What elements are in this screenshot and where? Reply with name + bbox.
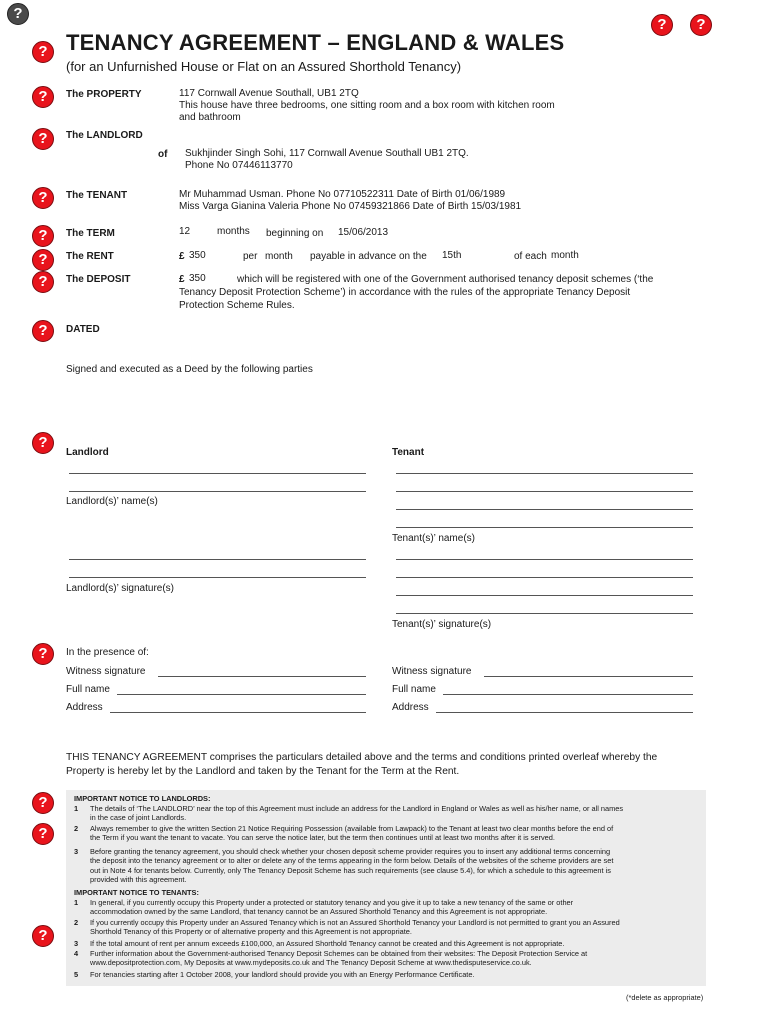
property-description-cont[interactable]: and bathroom <box>179 112 241 123</box>
rent-per-text: per <box>243 251 258 262</box>
landlord-notice-1-line: in the case of joint Landlords. <box>90 813 187 823</box>
agreement-text-line1: THIS TENANCY AGREEMENT comprises the particulars detailed above and the terms and conditions printed overleaf whereby the <box>66 752 658 763</box>
notice-number: 2 <box>74 824 79 833</box>
help-question-icon[interactable]: ? <box>32 86 54 108</box>
rent-each-period-field[interactable]: month <box>551 250 579 261</box>
tenant-witness-fullname-line[interactable] <box>443 694 693 695</box>
term-length-field[interactable]: 12 <box>179 226 191 237</box>
landlord-notice-3-line: the deposit into the tenancy agreement or to alter or delete any of the terms appearing in the form below. Details of the websites of the scheme providers are set <box>90 856 614 866</box>
landlord-signature-line[interactable] <box>69 577 366 578</box>
witness-signature-label: Witness signature <box>66 666 146 677</box>
deposit-amount-field[interactable]: 350 <box>189 273 206 284</box>
important-notice-box <box>66 790 706 986</box>
tenant-name-line[interactable] <box>396 491 693 492</box>
landlord-notice-3-line: provided with this agreement. <box>90 874 187 884</box>
landlord-signature-label: Landlord(s)’ signature(s) <box>66 583 175 594</box>
tenant-signature-label: Tenant(s)’ signature(s) <box>392 619 492 630</box>
document-title: TENANCY AGREEMENT – ENGLAND & WALES <box>66 30 565 55</box>
landlord-notice-3-line: out in Note 4 for tenants below. Currently, only The Tenancy Deposit Scheme has such requirements (see clause 5.4), for which a schedule to this agreement is <box>90 865 611 875</box>
witness-fullname-label: Full name <box>66 684 110 695</box>
property-address-field[interactable]: 117 Cornwall Avenue Southall, UB1 2TQ <box>179 88 359 99</box>
tenant-witness-fullname-label: Full name <box>392 684 436 695</box>
landlord-notice-1-line: The details of ‘The LANDLORD’ near the top of this Agreement must include an address for the Landlord in England or Wales as well as his/her name, or all names <box>90 804 624 813</box>
rent-amount-field[interactable]: 350 <box>189 250 206 261</box>
landlord-label: The LANDLORD <box>66 130 143 141</box>
help-question-icon[interactable]: ? <box>7 3 29 25</box>
tenant-notice-5-line: For tenancies starting after 1 October 2008, your landlord should provide you with an Energy Performance Certificate. <box>90 970 475 979</box>
rent-day-field[interactable]: 15th <box>442 250 462 261</box>
landlords-notice-heading: IMPORTANT NOTICE TO LANDLORDS: <box>74 794 211 803</box>
rent-label: The RENT <box>66 251 114 262</box>
tenant-signature-line[interactable] <box>396 577 693 578</box>
tenant-signature-line[interactable] <box>396 613 693 614</box>
help-question-icon[interactable]: ? <box>32 249 54 271</box>
notice-number: 2 <box>74 918 79 927</box>
landlord-name-line[interactable] <box>69 473 366 474</box>
tenant-name-line[interactable] <box>396 527 693 528</box>
landlord-name-label: Landlord(s)’ name(s) <box>66 496 158 507</box>
help-question-icon[interactable]: ? <box>32 320 54 342</box>
help-question-icon[interactable]: ? <box>32 432 54 454</box>
help-question-icon[interactable]: ? <box>32 925 54 947</box>
help-question-icon[interactable]: ? <box>690 14 712 36</box>
deposit-text-line3: Protection Scheme Rules. <box>179 300 295 311</box>
property-label: The PROPERTY <box>66 89 142 100</box>
help-question-icon[interactable]: ? <box>32 225 54 247</box>
term-beginning-text: beginning on <box>266 228 324 239</box>
tenant-name-line[interactable] <box>396 509 693 510</box>
presence-label: In the presence of: <box>66 647 149 658</box>
tenants-notice-heading: IMPORTANT NOTICE TO TENANTS: <box>74 888 199 897</box>
tenant-notice-2-line: Shorthold Tenancy of this Property or of alternative property and this Agreement is not appropriate. <box>90 927 412 937</box>
tenant-witness-address-line[interactable] <box>436 712 693 713</box>
tenant-signature-line[interactable] <box>396 595 693 596</box>
tenant-witness-address-label: Address <box>392 702 429 713</box>
notice-number: 3 <box>74 847 79 856</box>
landlord-notice-2-line: Always remember to give the written Section 21 Notice Requiring Possession (available from Lawpack) to the Tenant at least two clear months before the end of <box>90 824 614 833</box>
notice-number: 3 <box>74 939 79 948</box>
help-question-icon[interactable]: ? <box>32 271 54 293</box>
term-start-date-field[interactable]: 15/06/2013 <box>338 227 389 238</box>
landlord-name-line[interactable] <box>69 491 366 492</box>
tenant-notice-4-line: Further information about the Government-authorised Tenancy Deposit Schemes can be obtained from their websites: The Deposit Protection Service at <box>90 949 588 958</box>
tenant1-field[interactable]: Mr Muhammad Usman. Phone No 07710522311 Date of Birth 01/06/1989 <box>179 189 506 200</box>
notice-number: 5 <box>74 970 79 979</box>
term-unit-field[interactable]: months <box>217 226 250 237</box>
landlord-phone-field[interactable]: Phone No 07446113770 <box>185 160 293 171</box>
dated-label: DATED <box>66 324 100 335</box>
landlord-notice-2-line: the Term if you want the tenant to vacate. You can serve the notice later, but the term then continues until at least two months after it is served. <box>90 833 555 843</box>
notice-number: 1 <box>74 804 79 813</box>
landlord-name-field[interactable]: Sukhjinder Singh Sohi, 117 Cornwall Avenue Southall UB1 2TQ. <box>185 148 469 159</box>
help-question-icon[interactable]: ? <box>32 128 54 150</box>
help-question-icon[interactable]: ? <box>32 41 54 63</box>
tenant-notice-1-line: In general, if you currently occupy this Property under a protected or statutory tenancy and you give it up to take a new tenancy of the same or other <box>90 898 574 907</box>
rent-currency: £ <box>179 251 185 262</box>
witness-signature-line[interactable] <box>158 676 366 677</box>
document-subtitle: (for an Unfurnished House or Flat on an Assured Shorthold Tenancy) <box>66 59 462 74</box>
tenant-witness-signature-label: Witness signature <box>392 666 472 677</box>
tenant-notice-2-line: If you currently occupy this Property under an Assured Tenancy which is not an Assured Shorthold Tenancy your Landlord is not permitted to grant you an Assured <box>90 918 620 927</box>
help-question-icon[interactable]: ? <box>32 823 54 845</box>
help-question-icon[interactable]: ? <box>32 187 54 209</box>
landlord-of-label: of <box>158 149 168 160</box>
rent-period-field[interactable]: month <box>265 251 293 262</box>
landlord-heading: Landlord <box>66 447 109 458</box>
notice-number: 4 <box>74 949 79 958</box>
tenant-notice-3-line: If the total amount of rent per annum exceeds £100,000, an Assured Shorthold Tenancy cannot be created and this Agreement is not appropriate. <box>90 939 565 948</box>
witness-address-label: Address <box>66 702 103 713</box>
tenant2-field[interactable]: Miss Varga Gianina Valeria Phone No 07459321866 Date of Birth 15/03/1981 <box>179 201 522 212</box>
property-description-field[interactable]: This house have three bedrooms, one sitting room and a box room with kitchen room <box>179 100 555 111</box>
rent-each-text: of each <box>514 251 547 262</box>
help-question-icon[interactable]: ? <box>32 643 54 665</box>
tenant-witness-signature-line[interactable] <box>484 676 693 677</box>
help-question-icon[interactable]: ? <box>32 792 54 814</box>
tenant-heading: Tenant <box>392 447 425 458</box>
tenant-name-label: Tenant(s)’ name(s) <box>392 533 475 544</box>
tenant-notice-1-line: accommodation owned by the same Landlord, that tenancy cannot be an Assured Shorthold Tenancy and this Agreement is not appropriate. <box>90 907 548 917</box>
deposit-label: The DEPOSIT <box>66 274 131 285</box>
signed-statement: Signed and executed as a Deed by the following parties <box>66 364 313 375</box>
deposit-text-line2: Tenancy Deposit Protection Scheme’) in accordance with the rules of the appropriate Tenancy Deposit <box>179 287 631 298</box>
witness-fullname-line[interactable] <box>117 694 366 695</box>
delete-footnote: (*delete as appropriate) <box>626 993 704 1002</box>
agreement-text-line2: Property is hereby let by the Landlord and taken by the Tenant for the Term at the Rent. <box>66 766 460 777</box>
landlord-notice-3-line: Before granting the tenancy agreement, you should check whether your chosen deposit scheme provider requires you to insert any additional terms concerning <box>90 847 611 856</box>
deposit-text-line1: which will be registered with one of the Government authorised tenancy deposit schemes (‘the <box>237 274 654 285</box>
tenant-name-line[interactable] <box>396 473 693 474</box>
deposit-currency: £ <box>179 274 185 285</box>
tenant-label: The TENANT <box>66 190 128 201</box>
witness-address-line[interactable] <box>110 712 366 713</box>
help-question-icon[interactable]: ? <box>651 14 673 36</box>
term-label: The TERM <box>66 228 115 239</box>
rent-payable-text: payable in advance on the <box>310 251 427 262</box>
landlord-signature-line[interactable] <box>69 559 366 560</box>
notice-number: 1 <box>74 898 79 907</box>
tenant-signature-line[interactable] <box>396 559 693 560</box>
tenant-notice-4-line: www.depositprotection.com, My Deposits at www.mydeposits.co.uk and The Tenancy Deposit Scheme at www.thedisputeservice.co.uk. <box>90 958 532 968</box>
